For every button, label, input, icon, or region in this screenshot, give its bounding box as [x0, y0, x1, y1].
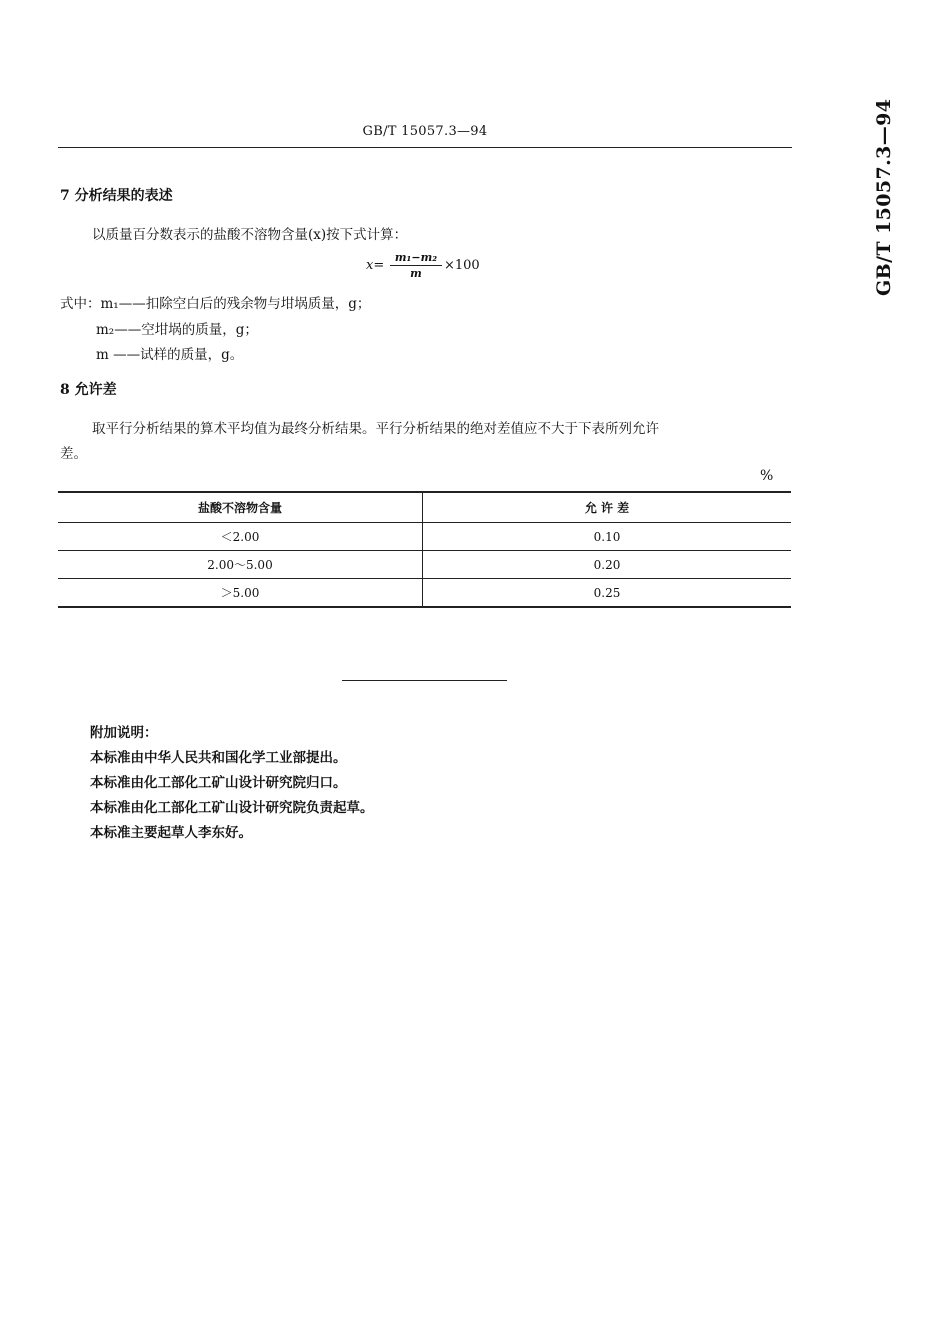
cell-content: 2.00～5.00 [58, 551, 423, 579]
tolerance-table [58, 491, 791, 608]
table-header-row [58, 492, 791, 523]
section-8-title: 8 允许差 [60, 382, 117, 398]
formula-numerator: m₁−m₂ [394, 251, 438, 264]
formula-rhs: ×100 [444, 258, 480, 273]
notes-title: 附加说明： [90, 725, 158, 741]
section-7-intro: 以质量百分数表示的盐酸不溶物含量(x)按下式计算： [92, 227, 408, 243]
cell-tolerance: 0.20 [423, 551, 792, 579]
table-row [58, 551, 791, 579]
formula-denominator: m [410, 267, 422, 280]
header-tolerance: 允 许 差 [423, 492, 792, 523]
section-8-paragraph-line2: 差。 [60, 446, 87, 462]
where-line-m1: 式中：m₁——扣除空白后的残余物与坩埚质量，g； [60, 296, 371, 312]
cell-tolerance: 0.10 [423, 523, 792, 551]
where-line-m: m ——试样的质量，g。 [96, 347, 244, 363]
side-standard-code: GB/T 15057.3—94 [873, 98, 895, 296]
section-8-paragraph-line1: 取平行分析结果的算术平均值为最终分析结果。平行分析结果的绝对差值应不大于下表所列允许 [92, 421, 659, 437]
notes-line: 本标准主要起草人李东好。 [90, 825, 252, 841]
formula-lhs: x= [366, 258, 385, 273]
notes-line: 本标准由中华人民共和国化学工业部提出。 [90, 750, 347, 766]
table-row [58, 579, 791, 608]
notes-line: 本标准由化工部化工矿山设计研究院负责起草。 [90, 800, 374, 816]
header-content: 盐酸不溶物含量 [58, 492, 423, 523]
table-row [58, 523, 791, 551]
where-line-m2: m₂——空坩埚的质量，g； [96, 322, 258, 338]
fraction-bar [390, 265, 442, 266]
notes-line: 本标准由化工部化工矿山设计研究院归口。 [90, 775, 347, 791]
page-header-code: GB/T 15057.3—94 [362, 124, 488, 139]
cell-content: ＜2.00 [58, 523, 423, 551]
cell-content: ＞5.00 [58, 579, 423, 608]
cell-tolerance: 0.25 [423, 579, 792, 608]
section-7-title: 7 分析结果的表述 [60, 188, 173, 204]
table-unit: % [760, 468, 774, 484]
end-rule [342, 680, 507, 681]
header-rule [58, 147, 792, 148]
